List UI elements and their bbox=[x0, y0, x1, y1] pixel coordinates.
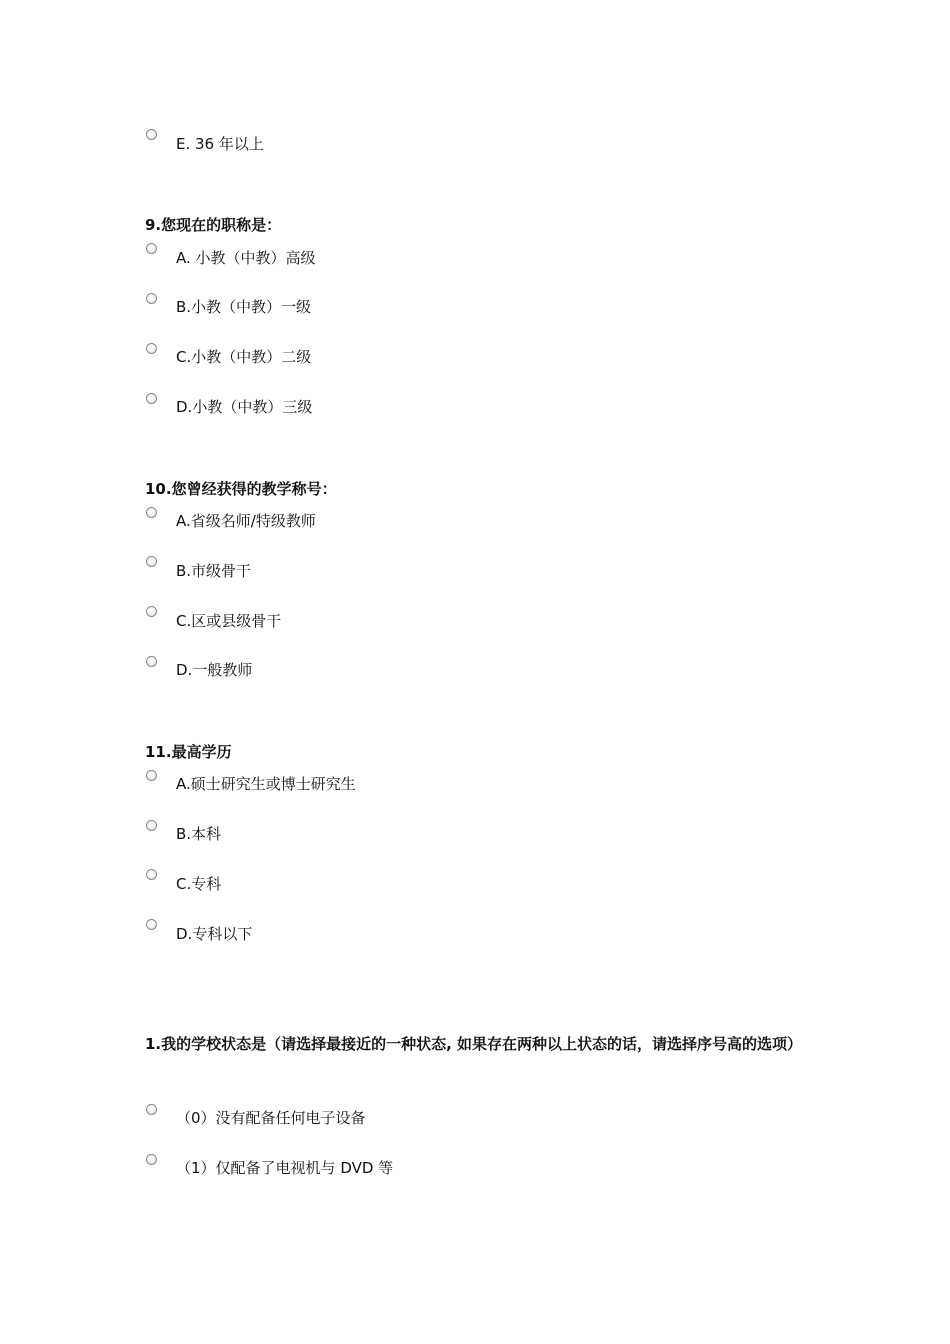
question-title-11: 11.最高学历 bbox=[145, 743, 232, 761]
radio-s2q1-1[interactable] bbox=[146, 1154, 157, 1165]
question-title-s2-1: 1.我的学校状态是（请选择最接近的一种状态, 如果存在两种以上状态的话，请选择序号高的选项） bbox=[145, 1035, 803, 1053]
radio-q9-d[interactable] bbox=[146, 393, 157, 404]
option-label-q9-c: C.小教（中教）二级 bbox=[176, 348, 312, 366]
option-label-s2q1-0: （0）没有配备任何电子设备 bbox=[176, 1109, 366, 1127]
option-label-q10-a: A.省级名师/特级教师 bbox=[176, 512, 316, 530]
option-label-q11-d: D.专科以下 bbox=[176, 925, 253, 943]
radio-q11-b[interactable] bbox=[146, 820, 157, 831]
question-title-9: 9.您现在的职称是： bbox=[145, 216, 282, 234]
option-label-q11-c: C.专科 bbox=[176, 875, 222, 893]
option-label-q9-a: A. 小教（中教）高级 bbox=[176, 249, 316, 267]
radio-q8-e[interactable] bbox=[146, 129, 157, 140]
option-label-q10-d: D.一般教师 bbox=[176, 661, 253, 679]
option-label-q11-b: B.本科 bbox=[176, 825, 222, 843]
radio-q11-d[interactable] bbox=[146, 919, 157, 930]
radio-q11-c[interactable] bbox=[146, 869, 157, 880]
option-label-s2q1-1: （1）仅配备了电视机与 DVD 等 bbox=[176, 1159, 394, 1177]
question-title-10: 10.您曾经获得的教学称号： bbox=[145, 480, 337, 498]
option-label-q9-d: D.小教（中教）三级 bbox=[176, 398, 313, 416]
option-label-q9-b: B.小教（中教）一级 bbox=[176, 298, 312, 316]
radio-q10-a[interactable] bbox=[146, 507, 157, 518]
radio-s2q1-0[interactable] bbox=[146, 1104, 157, 1115]
radio-q9-a[interactable] bbox=[146, 243, 157, 254]
radio-q9-b[interactable] bbox=[146, 293, 157, 304]
radio-q11-a[interactable] bbox=[146, 770, 157, 781]
radio-q10-b[interactable] bbox=[146, 556, 157, 567]
radio-q9-c[interactable] bbox=[146, 343, 157, 354]
radio-q10-c[interactable] bbox=[146, 606, 157, 617]
radio-q10-d[interactable] bbox=[146, 656, 157, 667]
option-label-q10-b: B.市级骨干 bbox=[176, 562, 252, 580]
option-label-q8-e: E. 36 年以上 bbox=[176, 135, 264, 153]
option-label-q11-a: A.硕士研究生或博士研究生 bbox=[176, 775, 356, 793]
option-label-q10-c: C.区或县级骨干 bbox=[176, 612, 282, 630]
